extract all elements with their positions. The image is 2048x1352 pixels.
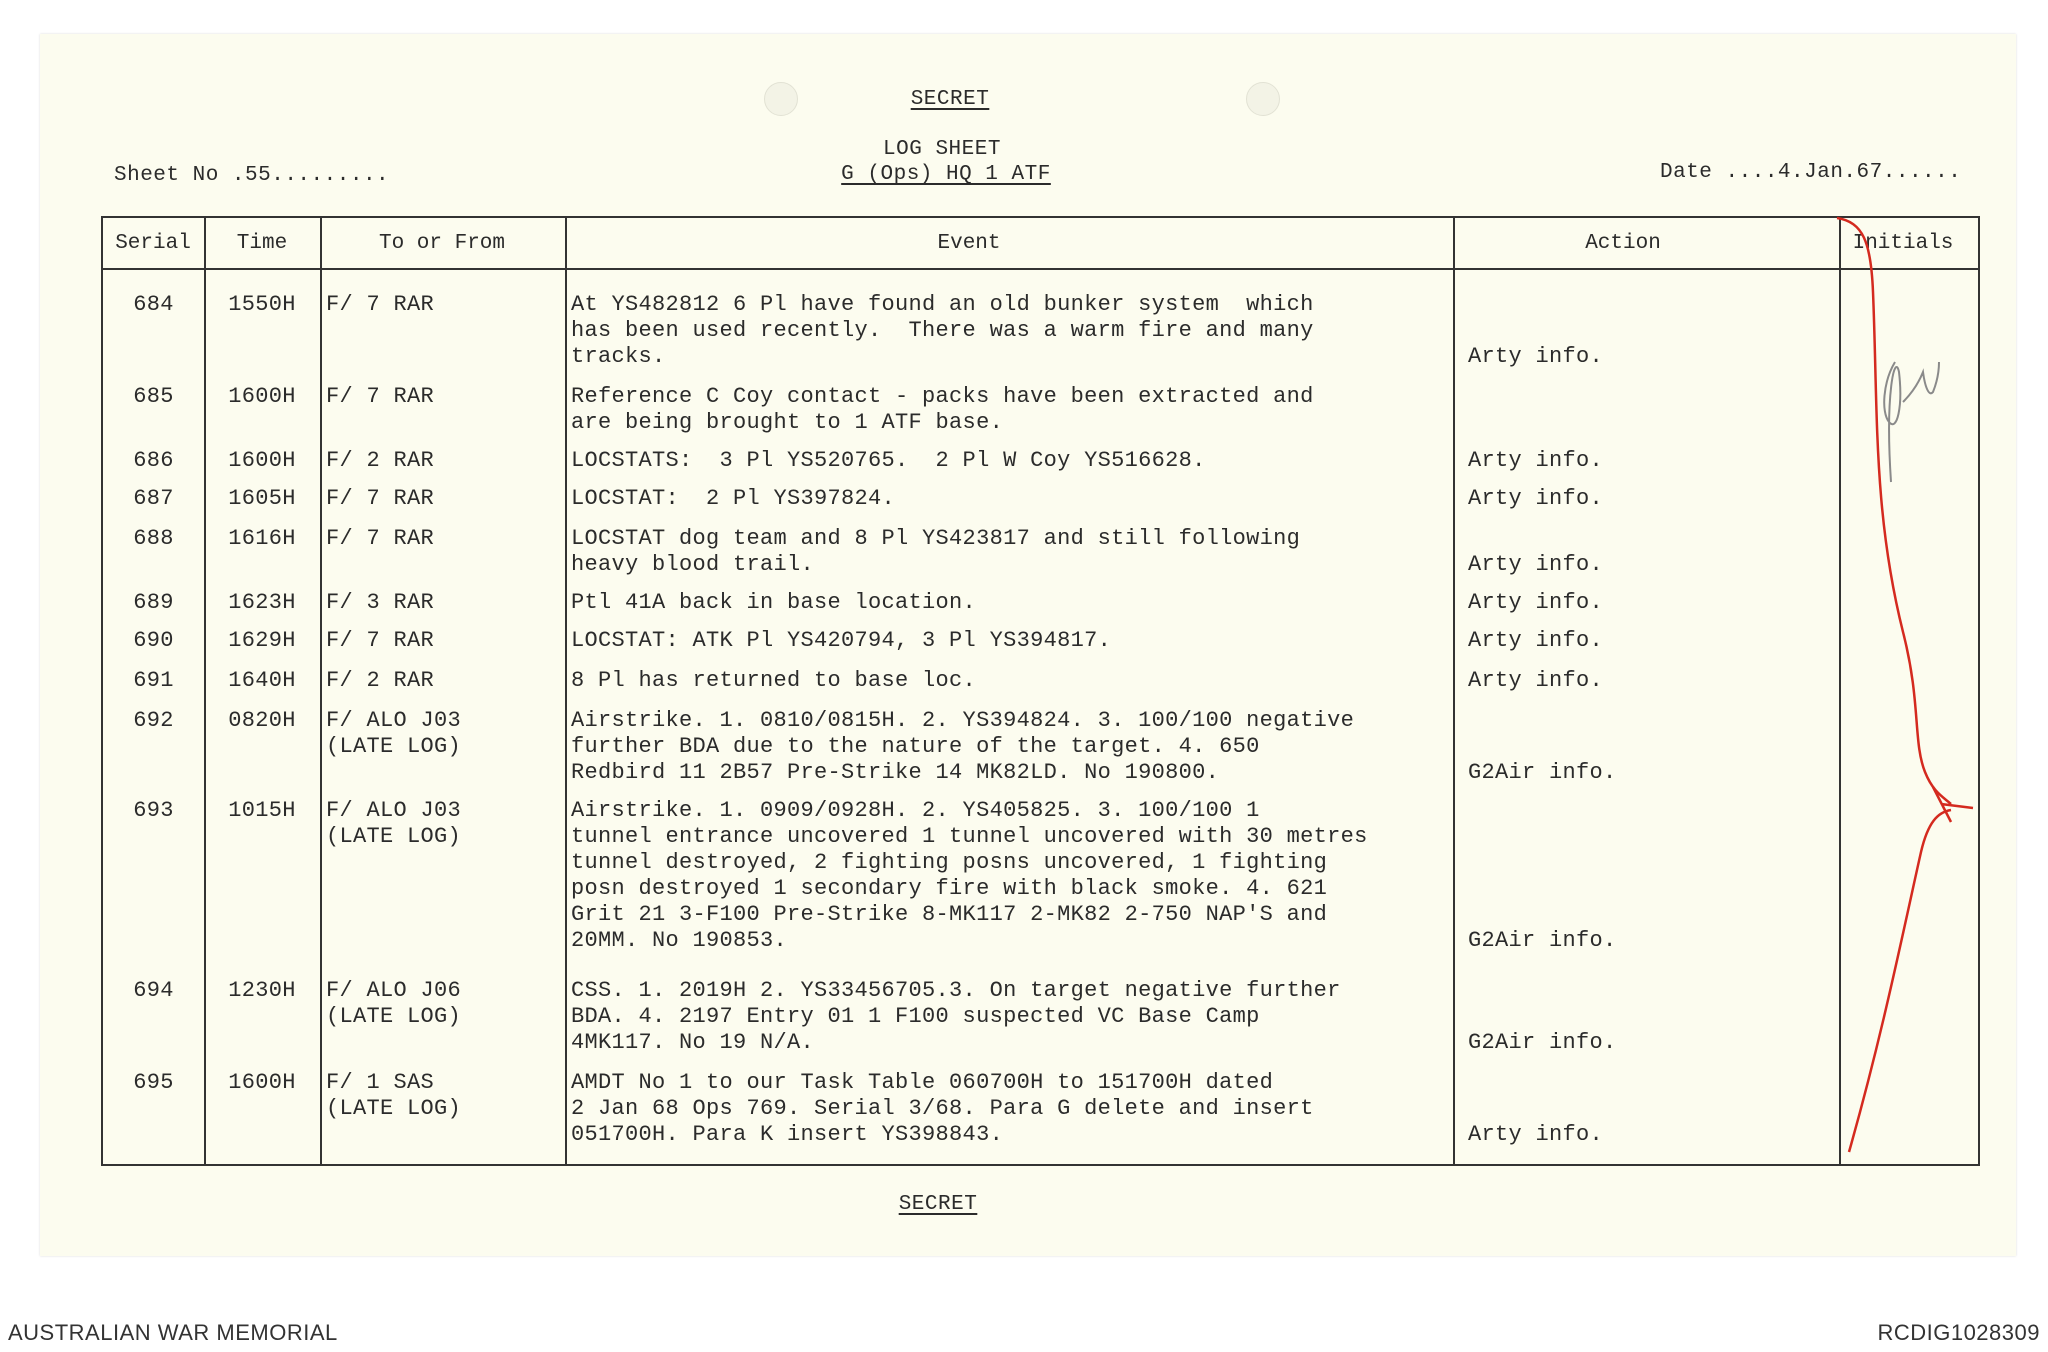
row-event: LOCSTAT: ATK Pl YS420794, 3 Pl YS394817. [571,628,1112,653]
row-action: Arty info. [1468,590,1604,615]
row-serial: 694 [133,978,174,1003]
row-time: 1616H [228,526,296,551]
row-action: G2Air info. [1468,760,1617,785]
headquarters-title: G (Ops) HQ 1 ATF [841,163,1051,186]
archive-label-right: RCDIG1028309 [1877,1320,2040,1345]
row-time: 1623H [228,590,296,615]
row-event: LOCSTAT: 2 Pl YS397824. [571,486,896,511]
row-event: LOCSTAT dog team and 8 Pl YS423817 and still following heavy blood trail. [571,526,1301,577]
column-divider [1453,218,1455,1164]
row-serial: 689 [133,590,174,615]
sheet-number: Sheet No .55......... [114,164,390,187]
row-to-from: F/ 2 RAR [326,668,435,693]
header-event: Event [937,232,1001,255]
row-event: CSS. 1. 2019H 2. YS33456705.3. On target negative further BDA. 4. 2197 Entry 01 1 F100 suspected VC Base Camp 4MK117. No 19 N/A. [571,978,1341,1055]
row-to-from: F/ 7 RAR [326,628,435,653]
row-to-from: F/ 2 RAR [326,448,435,473]
row-time: 1550H [228,292,296,317]
row-to-from: F/ 3 RAR [326,590,435,615]
row-to-from: F/ 1 SAS (LATE LOG) [326,1070,462,1121]
row-event: Reference C Coy contact - packs have been extracted and are being brought to 1 ATF base. [571,384,1314,435]
sheet-date: Date ....4.Jan.67...... [1660,161,1962,184]
row-to-from: F/ ALO J03 (LATE LOG) [326,708,462,759]
row-time: 1600H [228,1070,296,1095]
row-time: 1629H [228,628,296,653]
row-to-from: F/ 7 RAR [326,526,435,551]
row-event: Airstrike. 1. 0810/0815H. 2. YS394824. 3. 100/100 negative further BDA due to the nature of the target. 4. 650 Redbird 11 2B57 Pre-Strike 14 MK82LD. No 190800. [571,708,1355,785]
header-time: Time [236,232,288,255]
header-to-or-from: To or From [378,232,506,255]
header-initials: Initials [1852,232,1954,255]
row-action: G2Air info. [1468,928,1617,953]
row-action: Arty info. [1468,344,1604,369]
row-to-from: F/ ALO J06 (LATE LOG) [326,978,462,1029]
row-action: Arty info. [1468,628,1604,653]
row-action: Arty info. [1468,668,1604,693]
row-event: LOCSTATS: 3 Pl YS520765. 2 Pl W Coy YS516628. [571,448,1206,473]
row-serial: 695 [133,1070,174,1095]
row-serial: 690 [133,628,174,653]
archive-label-left: AUSTRALIAN WAR MEMORIAL [8,1320,338,1345]
row-to-from: F/ 7 RAR [326,486,435,511]
row-serial: 686 [133,448,174,473]
punch-hole-left [764,82,798,116]
red-bracket-lower [1849,810,1951,1152]
row-to-from: F/ ALO J03 (LATE LOG) [326,798,462,849]
classification-top: SECRET [910,88,990,111]
row-serial: 687 [133,486,174,511]
row-action: Arty info. [1468,486,1604,511]
column-divider [565,218,567,1164]
pencil-initials [1884,362,1939,482]
handwritten-initials [1833,212,1983,1172]
row-time: 1015H [228,798,296,823]
row-action: Arty info. [1468,448,1604,473]
row-event: Ptl 41A back in base location. [571,590,977,615]
row-serial: 688 [133,526,174,551]
log-sheet-title: LOG SHEET [883,138,1001,161]
red-bracket-upper [1837,218,1951,804]
row-serial: 693 [133,798,174,823]
row-serial: 685 [133,384,174,409]
row-serial: 692 [133,708,174,733]
row-time: 1230H [228,978,296,1003]
row-time: 0820H [228,708,296,733]
row-event: AMDT No 1 to our Task Table 060700H to 151700H dated 2 Jan 68 Ops 769. Serial 3/68. Para G delete and insert 051700H. Para K insert YS398843. [571,1070,1314,1147]
header-action: Action [1585,232,1661,255]
row-action: Arty info. [1468,552,1604,577]
row-event: At YS482812 6 Pl have found an old bunker system which has been used recently. There was a warm fire and many tracks. [571,292,1314,369]
punch-hole-right [1246,82,1280,116]
row-event: 8 Pl has returned to base loc. [571,668,977,693]
row-to-from: F/ 7 RAR [326,384,435,409]
header-serial: Serial [115,232,191,255]
row-time: 1605H [228,486,296,511]
row-time: 1600H [228,384,296,409]
row-time: 1600H [228,448,296,473]
log-table [101,216,1980,1166]
row-action: G2Air info. [1468,1030,1617,1055]
row-time: 1640H [228,668,296,693]
row-event: Airstrike. 1. 0909/0928H. 2. YS405825. 3. 100/100 1 tunnel entrance uncovered 1 tunnel uncovered with 30 metres tunnel destroyed, 2 fighting posns uncovered, 1 fighting posn destroyed 1 secondary fire with black smoke. 4. 621 Grit 21 3-F100 Pre-Strike 8-MK117 2-MK82 2-750 NAP'S and 20MM. No 190853. [571,798,1368,953]
header-divider [103,268,1978,270]
row-serial: 684 [133,292,174,317]
row-serial: 691 [133,668,174,693]
classification-bottom: SECRET [898,1193,978,1216]
row-to-from: F/ 7 RAR [326,292,435,317]
column-divider [320,218,322,1164]
row-action: Arty info. [1468,1122,1604,1147]
